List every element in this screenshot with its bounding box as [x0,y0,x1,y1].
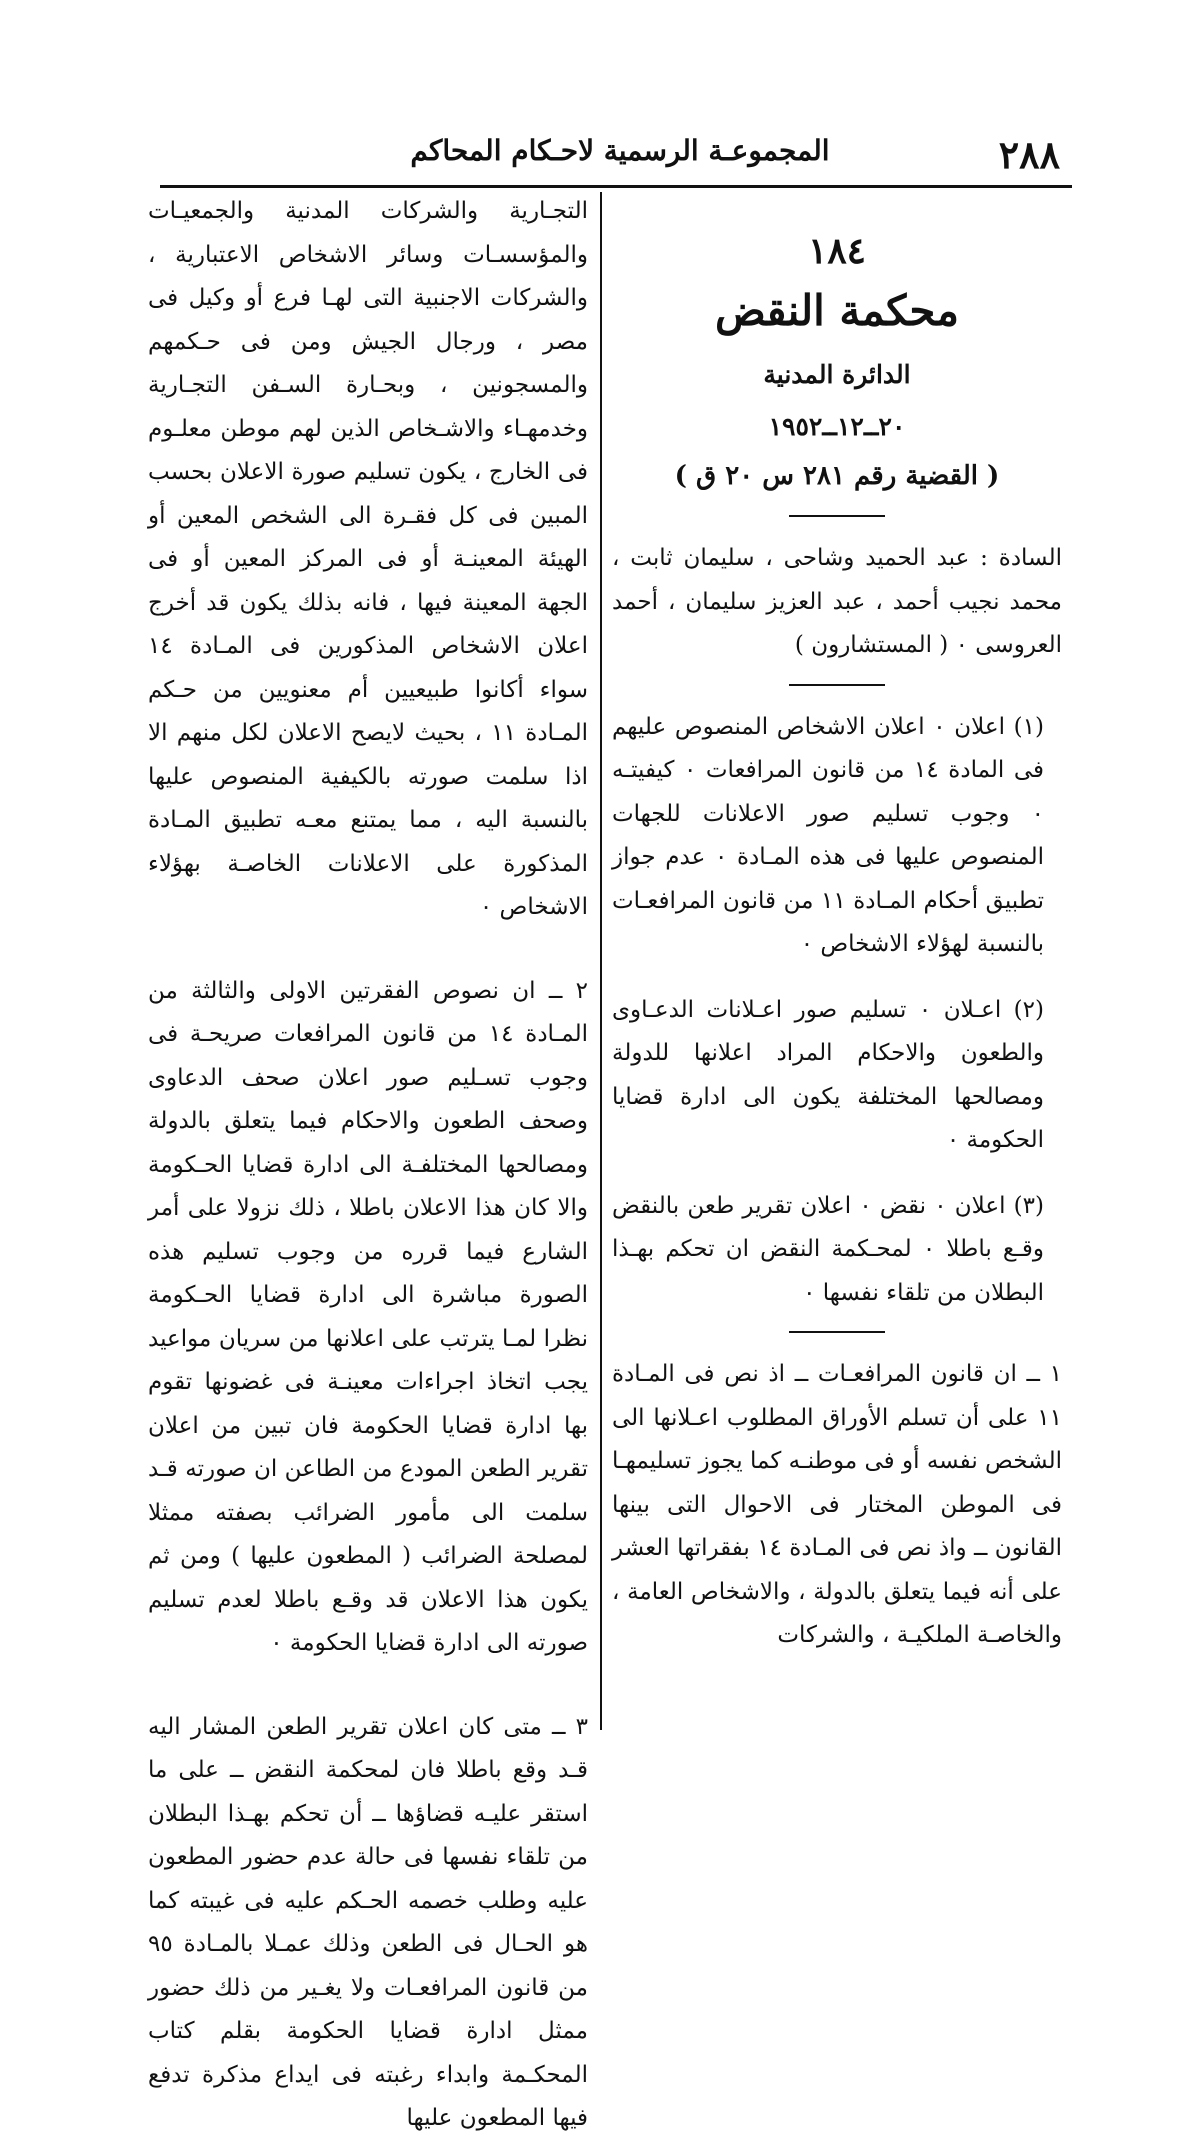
principle-3: ٣ ــ متى كان اعلان تقرير الطعن المشار اليه قـد وقع باطلا فان لمحكمة النقض ــ على ما استقر عليـه قضاؤها ــ أن تحكم بهـذا البطلان من تلقاء نفسها فى حالة عدم حضور المطعون عليه وطلب خصمه الحـكم عليه فى غيبته كما هو الحـال فى الطعن وذلك عمـلا بالمـادة ٩٥ من قانون المرافعـات ولا يغـير من ذلك حضور ممثل ادارة قضايا الحكومة بقلم كتاب المحكـمة وابداء رغبته فى ايداع مذكرة تدفع فيها المطعون عليها [148,1713,588,2131]
case-reference: ( القضية رقم ٢٨١ س ٢٠ ق ) [674,461,1000,491]
principle-1-start: ١ ــ ان قانون المرافعـات ــ اذ نص فى المـادة ١١ على أن تسلم الأوراق المطلوب اعـلانها الى الشخص نفسه أو فى موطنـه كما يجوز تسليمهـا فى الموطن المختار فى الاحوال التى بينها القانون ــ واذ نص فى المـادة ١٤ بفقراتها العشر على أنه فيما يتعلق بالدولة ، والاشخاص العامة ، والخاصـة الملكيـة ، والشركات [612,1361,1062,1648]
column-divider [600,192,602,1730]
separator-rule [789,684,885,686]
separator-rule [789,515,885,517]
header-rule [160,185,1072,188]
chamber-name: الدائرة المدنية [763,360,911,389]
headnote-3: (٣) اعلان ٠ نقض ٠ اعلان تقرير طعن بالنقض وقـع باطلا ٠ لمحـكمة النقض ان تحكم بهـذا البطلان من تلقاء نفسها ٠ [612,1192,1044,1306]
left-column [148,190,588,2141]
case-number: ١٨٤ [807,230,866,272]
headnote-1: (١) اعلان ٠ اعلان الاشخاص المنصوص عليهم فى المادة ١٤ من قانون المرافعات ٠ كيفيتـه ٠ وجوب تسليم صور الاعلانات للجهات المنصوص عليها فى هذه المـادة ٠ عدم جواز تطبيق أحكام المـادة ١١ من قانون المرافعـات بالنسبة لهؤلاء الاشخاص ٠ [612,713,1045,957]
headnote-2: (٢) اعـلان ٠ تسليم صور اعـلانات الدعـاوى والطعون والاحكام المراد اعلانها للدولة ومصالحها المختلفة يكون الى ادارة قضايا الحكومة ٠ [612,996,1045,1153]
separator-rule [789,1331,885,1333]
principle-2: ٢ ــ ان نصوص الفقرتين الاولى والثالثة من المـادة ١٤ من قانون المرافعات صريحـة فى وجوب تسـليم صور اعلان صحف الدعاوى وصحف الطعون والاحكام فيما يتعلق بالدولة ومصالحها المختلفـة الى ادارة قضايا الحـكومة والا كان هذا الاعلان باطلا ، ذلك نزولا على أمر الشارع فيما قرره من وجوب تسليم هذه الصورة مباشرة الى ادارة قضايا الحـكومة نظرا لمـا يترتب على اعلانها من سريان مواعيد يجب اتخاذ اجراءات معينـة فى غضونها تقوم بها ادارة قضايا الحكومة فان تبين من اعلان تقرير الطعن المودع من الطاعن ان صورته قـد سلمت الى مأمور الضرائب بصفته ممثلا لمصلحة الضرائب ( المطعون عليها ) ومن ثم يكون هذا الاعلان قد وقـع باطلا لعدم تسليم صورته الى ادارة قضايا الحكومة ٠ [148,977,588,1656]
principle-1-continued: التجـارية والشركات المدنية والجمعيـات والمؤسسـات وسائر الاشخاص الاعتبارية ، والشركات الاجنبية التى لهـا فرع أو وكيل فى مصر ، ورجال الجيش ومن فى حـكمهم والمسجونين ، وبحـارة السـفن التجـارية وخدمهـاء والاشـخاص الذين لهم موطن معلـوم فى الخارج ، يكون تسليم صورة الاعلان بحسب المبين فى كل فقـرة الى الشخص المعين أو الهيئة المعينـة أو فى المركز المعين أو فى الجهة المعينة فيها ، فانه بذلك يكون قد أخرج اعلان الاشخاص المذكورين فى المـادة ١٤ سواء أكانوا طبيعيين أم معنويين من حـكم المـادة ١١ ، بحيث لايصح الاعلان لكل منهم الا اذا سلمت صورته بالكيفية المنصوص عليها بالنسبة اليه ، مما يمتنع معـه تطبيق المـادة المذكورة على الاعلانات الخاصـة بهؤلاء الاشخاص ٠ [148,198,588,920]
judges-list: السادة : عبد الحميد وشاحى ، سليمان ثابت ، محمد نجيب أحمد ، عبد العزيز سليمان ، أحمد العروسى ٠ ( المستشارون ) [612,545,1062,658]
court-name: محكمة النقض [714,286,960,335]
page-number: ٢٨٨ [998,132,1060,177]
running-title: المجموعـة الرسمية لاحـكام المحاكم [410,134,830,167]
decision-date: ٢٠ــ١٢ــ١٩٥٢ [768,412,906,441]
right-column [612,195,1062,1658]
